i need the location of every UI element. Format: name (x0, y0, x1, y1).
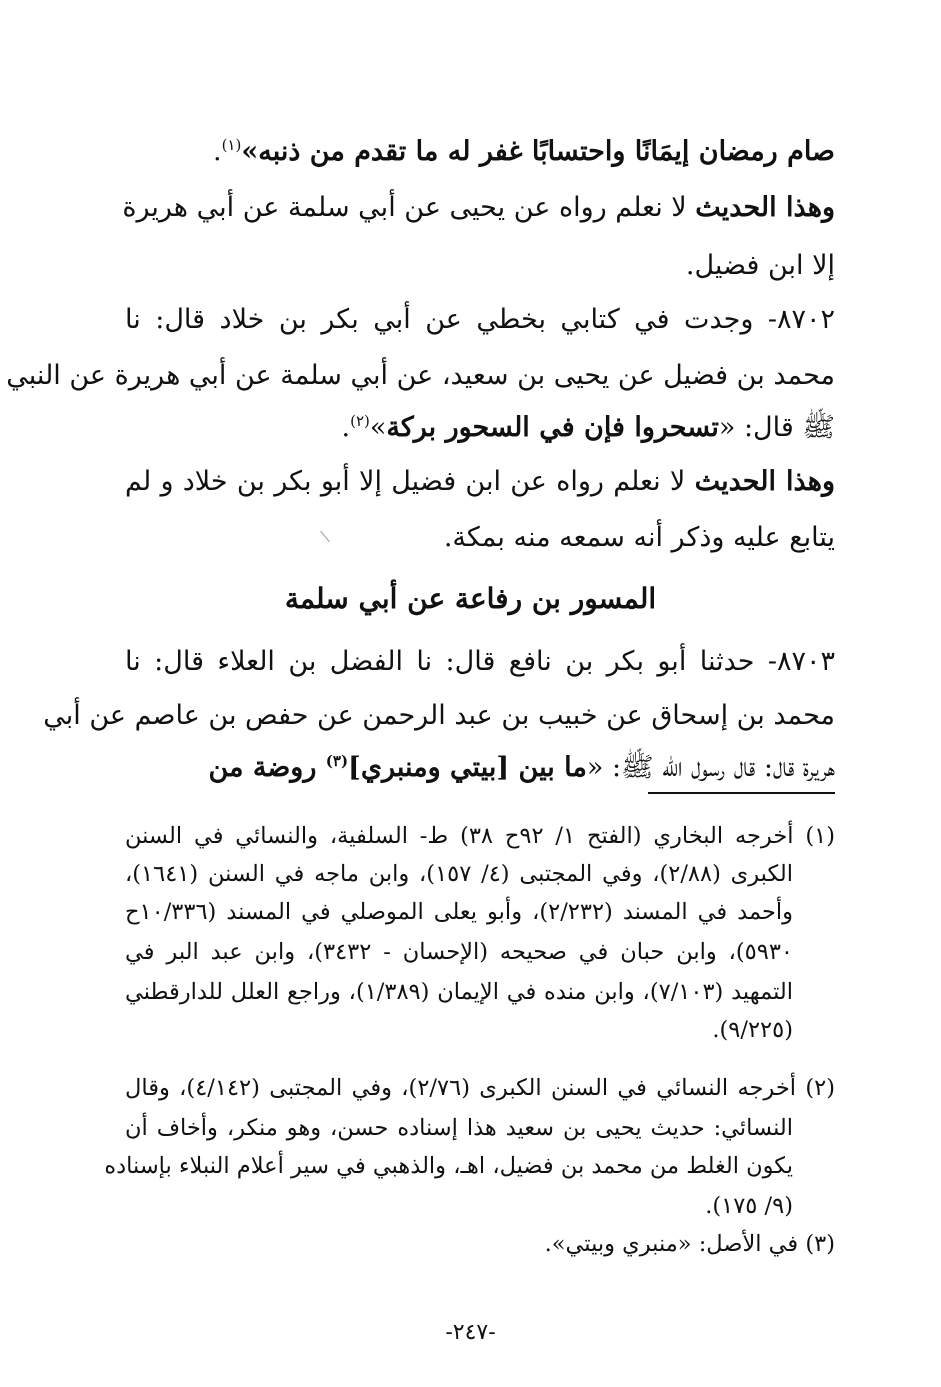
page-number: -٢٤٧- (445, 1320, 496, 1345)
scan-mark (320, 531, 330, 542)
footnote-line: (١) أخرجه البخاري (الفتح ١/ ٩٢ح ٣٨) ط- السلفية، والنسائي في السنن (125, 823, 836, 849)
footnote-line: وأحمد في المسند (٢/٢٣٢)، وأبو يعلى الموصلي في المسند (١٠/٣٣٦ح (125, 899, 793, 925)
footnote-line: ٥٩٣٠)، وابن حبان في صحيحه (الإحسان - ٣٤٣٢)، وابن عبد البر في (125, 939, 793, 965)
footnote-line: يكون الغلط من محمد بن فضيل، اهـ، والذهبي في سير أعلام النبلاء بإسناده (104, 1153, 793, 1179)
footnote-line: (٩/ ١٧٥). (705, 1193, 793, 1219)
text-line: وهذا الحديث لا نعلم رواه عن يحيى عن أبي سلمة عن أبي هريرة (122, 192, 835, 223)
footnote-separator (648, 792, 835, 794)
text-line: ﷺ قال: «تسحروا فإن في السحور بركة»$^{(٢)}$. (341, 412, 835, 443)
text-line: محمد بن إسحاق عن خبيب بن عبد الرحمن عن حفص بن عاصم عن أبي (43, 700, 835, 731)
footnote-line: النسائي: حديث يحيى بن سعيد هذا إسناده حسن، وهو منكر، وأخاف أن (125, 1115, 793, 1141)
footnote-line: (٢) أخرجه النسائي في السنن الكبرى (٢/٧٦)، وفي المجتبى (٤/١٤٢)، وقال (125, 1075, 836, 1101)
text-line: ٨٧٠٣- حدثنا أبو بكر بن نافع قال: نا الفضل بن العلاء قال: نا (125, 646, 835, 677)
text-line: ٨٧٠٢- وجدت في كتابي بخطي عن أبي بكر بن خلاد قال: نا (125, 304, 835, 335)
section-heading: المسور بن رفاعة عن أبي سلمة (284, 582, 657, 615)
footnote-line: (٩/٢٢٥). (712, 1017, 793, 1043)
text-line: هريرة قال: قال رسول الله ﷺ: «ما بين [بيتي ومنبري]$^{(٣)}$ روضة من (208, 752, 835, 783)
text-line: محمد بن فضيل عن يحيى بن سعيد، عن أبي سلمة عن أبي هريرة عن النبي (6, 360, 835, 391)
text-line: يتابع عليه وذكر أنه سمعه منه بمكة. (443, 522, 835, 553)
footnote-line: (٣) في الأصل: «منبري وبيتي». (544, 1231, 835, 1257)
text-line: إلا ابن فضيل. (685, 250, 835, 281)
footnote-line: التمهيد (٧/١٠٣)، وابن منده في الإيمان (١/٣٨٩)، وراجع العلل للدارقطني (125, 979, 793, 1005)
footnote-line: الكبرى (٢/٨٨)، وفي المجتبى (٤/ ١٥٧)، وابن ماجه في السنن (١٦٤١)، (125, 861, 794, 887)
text-line: صام رمضان إيمَانًا واحتسابًا غفر له ما تقدم من ذنبه»$^{(١)}$. (212, 136, 835, 167)
text-line: وهذا الحديث لا نعلم رواه عن ابن فضيل إلا أبو بكر بن خلاد و لم (125, 466, 835, 497)
